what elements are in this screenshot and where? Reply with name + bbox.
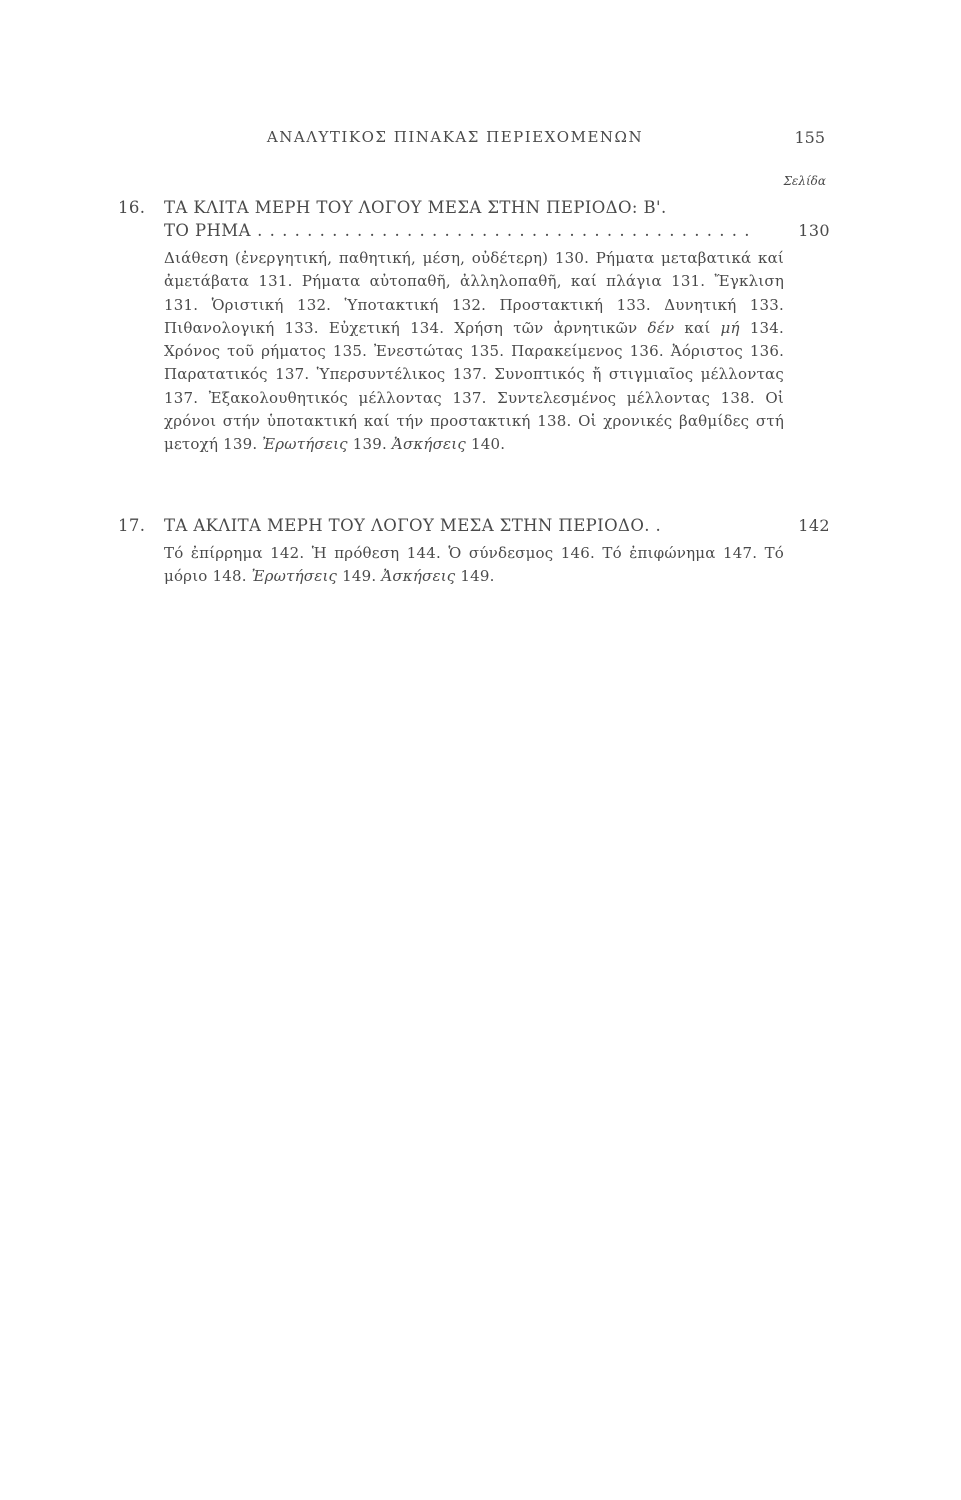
toc-entry-heading — [118, 196, 830, 242]
subtopic: Ἐνεστώτας 135. — [373, 342, 505, 361]
entry-page-number: 130 — [798, 221, 830, 240]
subtopic: Δυνητική 133. — [664, 295, 785, 314]
subtopic: Ἡ πρόθεση 144. — [311, 544, 441, 562]
running-head — [0, 128, 961, 150]
entry-page-number: 142 — [798, 516, 830, 535]
entry-title-line-1: ΤΑ ΚΛΙΤΑ ΜΕΡΗ ΤΟΥ ΛΟΓΟΥ ΜΕΣΑ ΣΤΗΝ ΠΕΡΙΟΔΟ: Β'. — [164, 198, 667, 217]
toc-entry-17 — [118, 514, 830, 589]
subtopic: Ὁριστική 132. — [211, 295, 332, 314]
subtopic-italic-word: Ἐρωτήσεις — [251, 567, 338, 586]
entry-subtopics — [164, 542, 784, 589]
subtopic: Τό ἐπιφώνημα 147. — [602, 544, 758, 562]
subtopic: Συνοπτικός ἤ στιγμιαῖος μέλλοντας 137. — [164, 365, 784, 407]
subtopic: Παρακείμενος 136. — [511, 342, 664, 361]
subtopic-page: 149. — [460, 567, 495, 586]
entry-number: 17. — [118, 516, 146, 535]
subtopic-italic-word: δέν — [647, 318, 675, 337]
subtopic-page: 149. — [342, 567, 377, 586]
subtopic-italic-word: Ἐρωτήσεις — [262, 435, 348, 454]
subtopic: Διάθεση (ἐνεργητική, παθητική, μέση, οὐδέτερη) 130. — [164, 249, 590, 267]
entry-title-line-1: ΤΑ ΑΚΛΙΤΑ ΜΕΡΗ ΤΟΥ ΛΟΓΟΥ ΜΕΣΑ ΣΤΗΝ ΠΕΡΙΟΔΟ. . — [164, 516, 662, 535]
toc-entry-heading — [118, 514, 830, 537]
subtopic: Χρήση τῶν ἀρνητικῶν — [454, 318, 638, 337]
subtopic: Ὁ σύνδεσμος 146. — [448, 544, 595, 562]
subtopic: Τό ἐπίρρημα 142. — [164, 544, 305, 562]
subtopic: Τό μόριο 148. — [164, 544, 784, 586]
subtopic: Χρόνος τοῦ ρήματος 135. — [164, 342, 368, 361]
page-column-label: Σελίδα — [783, 174, 826, 188]
subtopic-italic-word: μή — [720, 318, 740, 337]
subtopic: Εὐχετική 134. — [328, 318, 445, 337]
subtopic: Ἐξακολουθητικός μέλλοντας 137. — [208, 388, 487, 407]
subtopic: Ρήματα αὐτοπαθῆ, ἀλληλοπαθῆ, καί πλάγια 131. — [301, 272, 706, 291]
subtopic: Ρήματα μεταβατικά καί ἀμετάβατα 131. — [164, 249, 785, 291]
subtopic: Ἀόριστος 136. — [670, 342, 785, 361]
entry-number: 16. — [118, 198, 146, 217]
subtopic: Οἱ χρόνοι στήν ὑποτακτική καί τήν προστακτική 138. — [164, 388, 784, 431]
subtopic-page: 139. — [352, 435, 387, 454]
subtopic: Προστακτική 133. — [499, 295, 651, 314]
subtopic-italic-word: Ἀσκήσεις — [391, 435, 466, 454]
subtopic: καί — [684, 318, 711, 337]
page-number: 155 — [794, 128, 825, 147]
subtopic: Συντελεσμένος μέλλοντας 138. — [497, 388, 755, 407]
subtopic: Ὑποτακτική 132. — [344, 295, 487, 314]
entry-subtopics — [164, 247, 784, 457]
subtopic-italic-word: Ἀσκήσεις — [381, 567, 456, 586]
subtopic-page: 140. — [470, 435, 506, 454]
entry-title-line-2 — [164, 219, 758, 242]
entry-title-text: ΤΟ ΡΗΜΑ — [164, 221, 251, 240]
running-title: ΑΝΑΛΥΤΙΚΟΣ ΠΙΝΑΚΑΣ ΠΕΡΙΕΧΟΜΕΝΩΝ — [266, 128, 644, 146]
toc-entry-16 — [118, 196, 830, 457]
subtopic: Ἔγκλιση 131. — [164, 272, 785, 314]
subtopic: Πιθανολογική 133. — [164, 318, 319, 337]
subtopic: Ὑπερσυντέλικος 137. — [316, 365, 487, 384]
subtopic-page: 134. — [749, 318, 785, 337]
subtopic: Οἱ χρονικές βαθμίδες στή μετοχή 139. — [164, 412, 785, 454]
subtopic: Παρατατικός 137. — [164, 365, 310, 384]
